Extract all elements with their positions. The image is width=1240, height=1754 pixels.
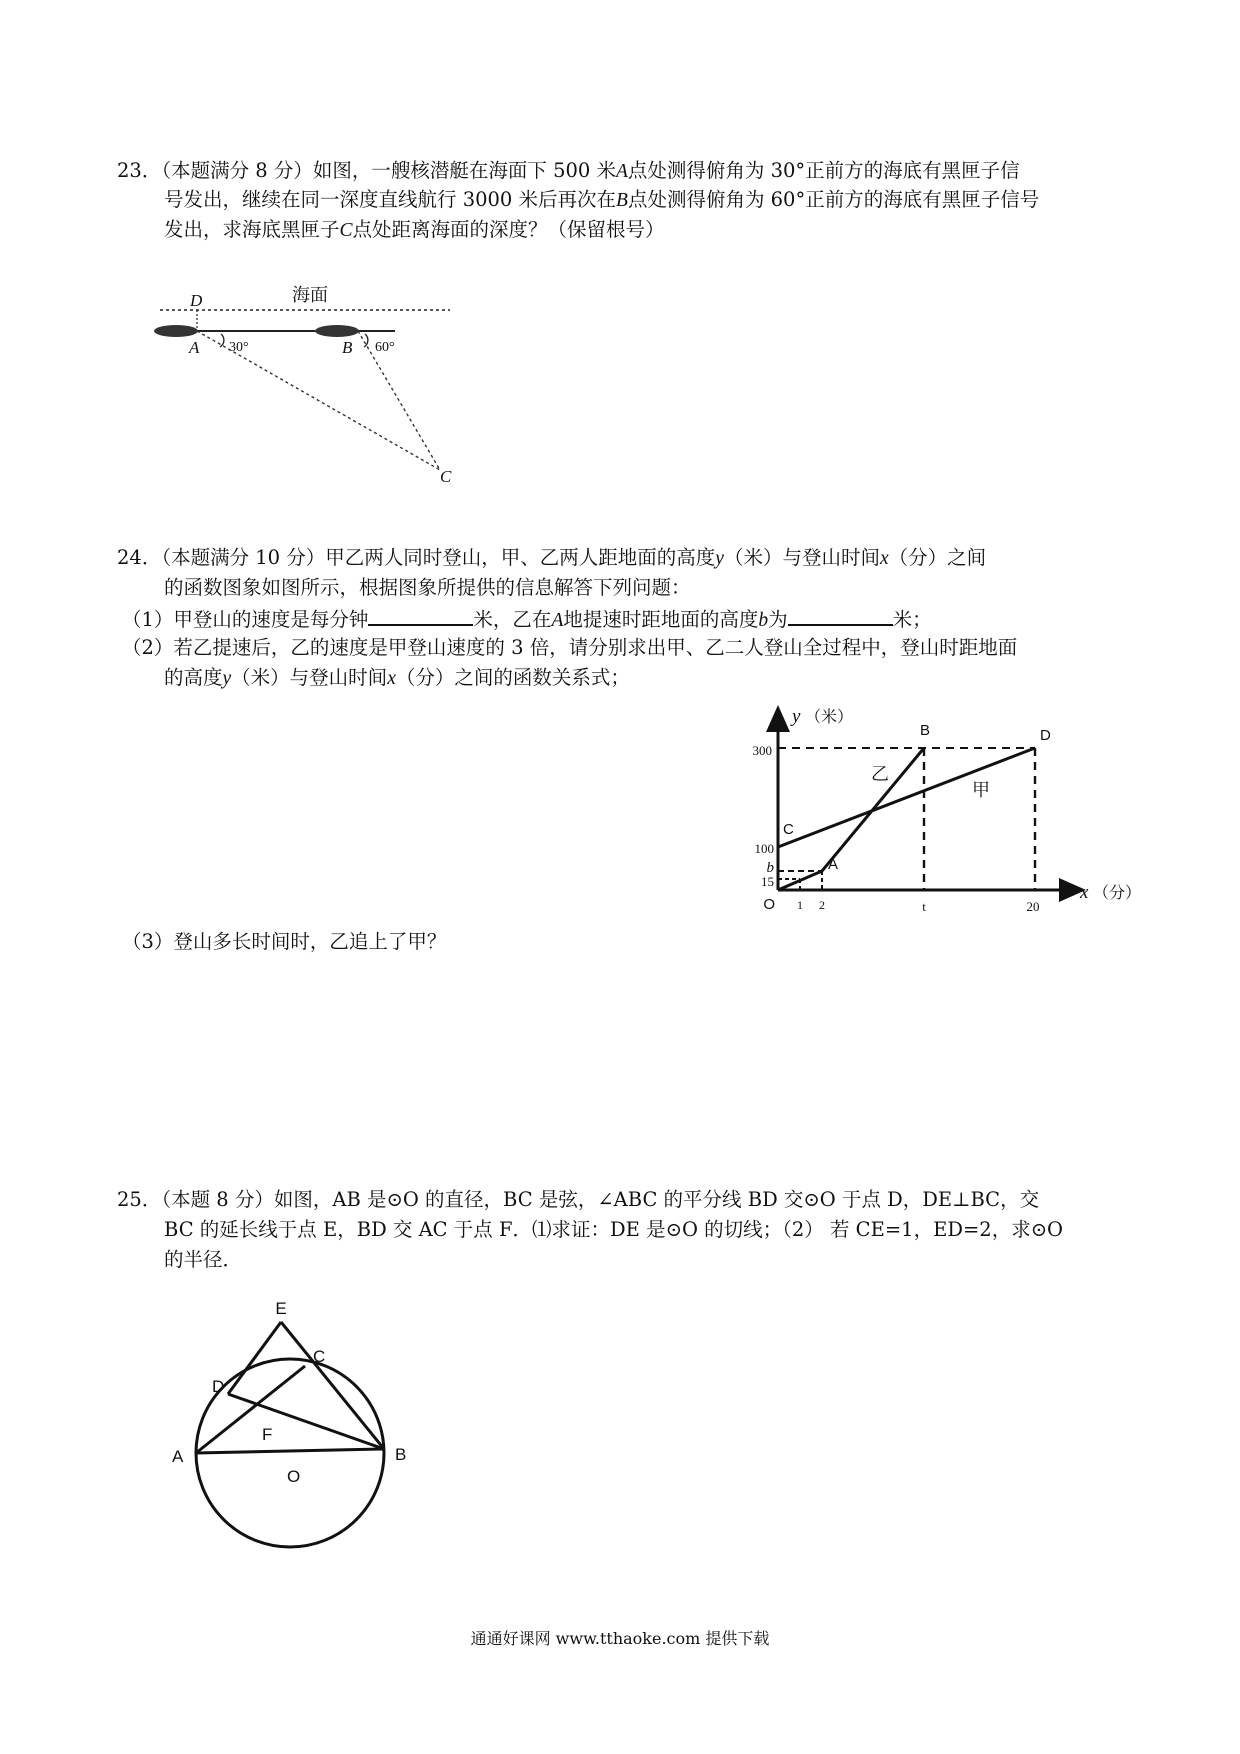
point-c-label: C [783,821,794,838]
q24-var: y [715,548,724,569]
origin-label: O [763,896,775,913]
q24-var: y [222,668,232,689]
q24-var: x [387,668,396,689]
q25-text: BC 的延长线于点 E，BD 交 AC 于点 F．⑴求证：DE 是⊙O 的切线；（2） 若 CE=1，ED=2，求⊙O [164,1218,1064,1241]
x-tick-2: 2 [819,898,825,912]
q23-text: 点处测得俯角为 60°正前方的海底有黑匣子信号 [627,188,1040,211]
q23-text: （本题满分 8 分）如图，一艘核潜艇在海面下 500 米 [161,159,616,182]
point-c-label: C [440,467,452,486]
point-c-label: C [313,1347,326,1366]
x-axis-var: x [1080,882,1089,903]
x-tick-20: 20 [1026,899,1040,914]
q25-text: 的半径． [164,1248,243,1271]
point-b-label: B [342,338,353,357]
point-a-label: A [189,338,200,357]
q24-var: x [879,548,889,569]
y-tick-100: 100 [754,841,774,856]
q23-text: 号发出，继续在同一深度直线航行 3000 米后再次在 [164,188,617,211]
q24-text: （2）若乙提速后，乙的速度是甲登山速度的 3 倍，请分别求出甲、乙二人登山全过程中，登山时距地面 [122,636,1018,659]
q23-var: A [616,161,628,182]
angle-30-label: 30° [229,340,249,355]
q24-text: 米； [892,608,932,631]
angle-60-label: 60° [375,340,395,355]
point-d-label: D [1040,727,1051,744]
q24-text: （本题满分 10 分）甲乙两人同时登山，甲、乙两人距地面的高度 [161,546,716,569]
q24-text: （米）与登山时间 [231,666,388,689]
y-tick-300: 300 [752,743,772,758]
q25-text: （本题 8 分）如图，AB 是⊙O 的直径，BC 是弦，∠ABC 的平分线 BD 交⊙O 于点 D，DE⊥BC，交 [161,1188,1040,1211]
q24-text: 为 [768,608,788,631]
q23-var: C [339,220,353,241]
q24-var: b [758,610,769,631]
q24-text: 的高度 [164,666,223,689]
q24-text: （分）之间 [888,546,987,569]
point-f-label: F [262,1425,273,1444]
page-footer: 通通好课网 www.tthaoke.com 提供下载 [470,1629,770,1648]
sea-label: 海面 [292,285,328,305]
q24-text: 地提速时距地面的高度 [563,608,759,631]
y-tick-15: 15 [761,874,774,889]
series-jia-label: 甲 [972,780,990,800]
q24-text: （米）与登山时间 [723,546,880,569]
q24-text: 的函数图象如图所示，根据图象所提供的信息解答下列问题： [164,576,691,599]
q25-number: 25． [117,1188,162,1211]
point-d-label: D [190,291,203,310]
point-b-label: B [395,1445,407,1464]
series-yi-label: 乙 [871,764,889,784]
point-o-label: O [287,1467,301,1486]
q23-text: 点处距离海面的深度？（保留根号） [352,218,665,241]
y-axis-unit: （米） [805,709,854,726]
x-tick-1: 1 [797,898,803,912]
diameter-ab [196,1449,384,1453]
y-axis-var: y [792,706,801,727]
q24-text: （分）之间的函数关系式； [395,666,630,689]
y-tick-b: b [766,860,774,876]
point-d-label: D [212,1377,225,1396]
point-e-label: E [275,1299,287,1318]
x-tick-t: t [922,899,926,914]
q24-var: A [551,610,564,631]
q24-number: 24． [117,546,162,569]
q23-number: 23． [117,159,162,182]
q23-text: 点处测得俯角为 30°正前方的海底有黑匣子信 [627,159,1020,182]
point-a-label: A [172,1447,184,1466]
q23-text: 发出，求海底黑匣子 [164,218,340,241]
line-de [228,1322,281,1394]
point-b-label: B [920,722,931,739]
point-a-label: A [828,856,839,873]
q24-text: 米，乙在 [473,608,552,631]
q23-var: B [616,190,628,211]
q24-text: （1）甲登山的速度是每分钟 [122,608,369,631]
q24-text: （3）登山多长时间时，乙追上了甲？ [122,930,447,953]
x-axis-unit: （分） [1093,885,1142,902]
